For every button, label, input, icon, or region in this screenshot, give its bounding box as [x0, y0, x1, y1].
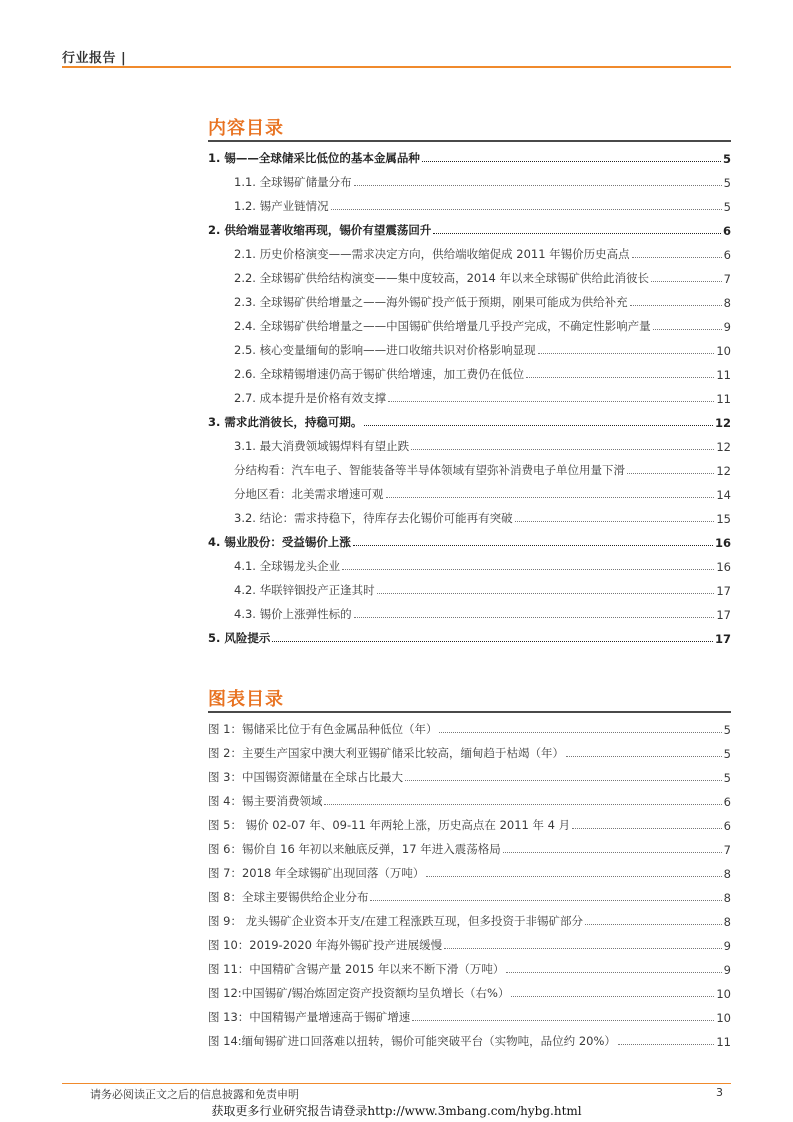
- toc-entry-text: 2. 供给端显著收缩再现，锡价有望震荡回升: [208, 223, 432, 237]
- dot-leader: [585, 923, 722, 925]
- toc-entry-page: 8: [723, 296, 731, 310]
- dot-leader: [433, 232, 721, 234]
- figure-entry-page: 8: [723, 915, 731, 929]
- figure-list: [208, 713, 731, 1049]
- toc-entry[interactable]: [208, 502, 731, 526]
- toc-entry-text: 3.2. 结论：需求持稳下，待库存去化锡价可能再有突破: [234, 511, 513, 525]
- toc-entry[interactable]: [208, 238, 731, 262]
- figure-entry[interactable]: [208, 1025, 731, 1049]
- toc-entry[interactable]: [208, 622, 731, 646]
- toc-title: 内容目录: [208, 118, 284, 139]
- dot-leader: [353, 544, 713, 546]
- toc-entry-text: 2.7. 成本提升是价格有效支撑: [234, 391, 387, 405]
- toc-entry[interactable]: [208, 310, 731, 334]
- toc-entry-text: 1. 锡——全球储采比低位的基本金属品种: [208, 151, 420, 165]
- dot-leader: [331, 208, 722, 210]
- toc-entry-page: 10: [716, 344, 731, 358]
- toc-entry-page: 7: [723, 272, 731, 286]
- dot-leader: [386, 496, 715, 498]
- dot-leader: [515, 520, 715, 522]
- dot-leader: [651, 280, 722, 282]
- toc-entry-text: 2.4. 全球锡矿供给增量之——中国锡矿供给增量几乎投产完成，不确定性影响产量: [234, 319, 651, 333]
- disclaimer-text: 请务必阅读正文之后的信息披露和免责申明: [90, 1088, 299, 1101]
- toc-entry-page: 11: [716, 392, 731, 406]
- toc-entry[interactable]: [208, 598, 731, 622]
- figure-entry[interactable]: [208, 905, 731, 929]
- dot-leader: [566, 755, 722, 757]
- toc-entry-text: 2.1. 历史价格演变——需求决定方向，供给端收缩促成 2011 年锡价历史高点: [234, 247, 630, 261]
- dot-leader: [526, 376, 714, 378]
- toc-entry[interactable]: [208, 286, 731, 310]
- dot-leader: [572, 827, 722, 829]
- figure-entry-text: 图 13：中国精锡产量增速高于锡矿增速: [208, 1010, 411, 1024]
- figure-entry[interactable]: [208, 785, 731, 809]
- figure-entry[interactable]: [208, 953, 731, 977]
- toc-entry[interactable]: [208, 334, 731, 358]
- toc-entry-text: 2.6. 全球精锡增速仍高于锡矿供给增速，加工费仍在低位: [234, 367, 525, 381]
- toc-entry[interactable]: [208, 478, 731, 502]
- figure-entry-text: 图 5： 锡价 02-07 年、09-11 年两轮上涨，历史高点在 2011 年 4 月: [208, 818, 571, 832]
- dot-leader: [370, 899, 721, 901]
- promo-link[interactable]: 获取更多行业研究报告请登录http://www.3mbang.com/hybg.html: [211, 1104, 582, 1118]
- toc-entry[interactable]: [208, 430, 731, 454]
- dot-leader: [364, 424, 713, 426]
- figure-entry-text: 图 8：全球主要锡供给企业分布: [208, 890, 369, 904]
- figure-entry-text: 图 12:中国锡矿/锡冶炼固定资产投资额均呈负增长（右%）: [208, 986, 510, 1000]
- toc-entry-text: 2.5. 核心变量缅甸的影响——进口收缩共识对价格影响显现: [234, 343, 536, 357]
- dot-leader: [503, 851, 722, 853]
- toc-entry-page: 5: [722, 152, 731, 166]
- figure-entry-page: 11: [716, 1035, 731, 1049]
- dot-leader: [422, 160, 721, 162]
- dot-leader: [405, 779, 722, 781]
- toc-entry-page: 9: [723, 320, 731, 334]
- toc-entry[interactable]: [208, 358, 731, 382]
- toc-entry-page: 17: [716, 584, 731, 598]
- figure-entry-page: 6: [723, 795, 731, 809]
- dot-leader: [377, 592, 715, 594]
- figures-title: 图表目录: [208, 689, 284, 710]
- toc-entry-text: 3. 需求此消彼长，持稳可期。: [208, 415, 363, 429]
- dot-leader: [511, 995, 714, 997]
- figure-entry[interactable]: [208, 857, 731, 881]
- toc-entry-page: 16: [714, 536, 731, 550]
- dot-leader: [342, 568, 714, 570]
- figure-entry-text: 图 14:缅甸锡矿进口回落难以扭转，锡价可能突破平台（实物吨，品位约 20%）: [208, 1034, 616, 1048]
- report-type-label: 行业报告 |: [62, 51, 127, 66]
- figure-entry-page: 5: [723, 747, 731, 761]
- toc-entry-text: 1.2. 锡产业链情况: [234, 199, 329, 213]
- toc-entry-page: 5: [723, 200, 731, 214]
- toc-entry[interactable]: [208, 190, 731, 214]
- figure-entry-text: 图 2：主要生产国家中澳大利亚锡矿储采比较高，缅甸趋于枯竭（年）: [208, 746, 564, 760]
- table-of-contents: [208, 142, 731, 646]
- dot-leader: [354, 184, 722, 186]
- toc-entry[interactable]: [208, 262, 731, 286]
- header-divider: [62, 66, 731, 68]
- figure-entry-page: 9: [723, 939, 731, 953]
- toc-entry[interactable]: [208, 406, 731, 430]
- toc-entry-text: 4.3. 锡价上涨弹性标的: [234, 607, 352, 621]
- figure-entry-text: 图 10：2019-2020 年海外锡矿投产进展缓慢: [208, 938, 443, 952]
- toc-entry[interactable]: [208, 526, 731, 550]
- toc-entry-page: 12: [716, 440, 731, 454]
- dot-leader: [653, 328, 722, 330]
- toc-entry-text: 1.1. 全球锡矿储量分布: [234, 175, 352, 189]
- figure-entry-text: 图 1：锡储采比位于有色金属品种低位（年）: [208, 722, 438, 736]
- toc-entry-text: 4.2. 华联锌铟投产正逢其时: [234, 583, 375, 597]
- toc-entry[interactable]: [208, 574, 731, 598]
- toc-entry-page: 12: [714, 416, 731, 430]
- toc-entry-page: 15: [716, 512, 731, 526]
- toc-entry-text: 2.2. 全球锡矿供给结构演变——集中度较高，2014 年以来全球锡矿供给此消彼长: [234, 271, 650, 285]
- figure-entry[interactable]: [208, 737, 731, 761]
- figure-entry-page: 8: [723, 867, 731, 881]
- figure-entry-page: 5: [723, 723, 731, 737]
- figure-entry-page: 6: [723, 819, 731, 833]
- figure-entry-text: 图 9： 龙头锡矿企业资本开支/在建工程涨跌互现，但多投资于非锡矿部分: [208, 914, 583, 928]
- toc-entry-page: 6: [723, 248, 731, 262]
- toc-entry[interactable]: [208, 142, 731, 166]
- dot-leader: [324, 803, 721, 805]
- figure-entry[interactable]: [208, 977, 731, 1001]
- toc-entry-page: 6: [722, 224, 731, 238]
- toc-entry-text: 分地区看：北美需求增速可观: [234, 487, 384, 501]
- dot-leader: [388, 400, 714, 402]
- footer-divider: [62, 1083, 731, 1084]
- dot-leader: [354, 616, 715, 618]
- toc-entry[interactable]: [208, 214, 731, 238]
- toc-entry-page: 12: [716, 464, 731, 478]
- page-number: 3: [716, 1086, 723, 1099]
- toc-entry-page: 5: [723, 176, 731, 190]
- toc-entry[interactable]: [208, 550, 731, 574]
- dot-leader: [632, 256, 722, 258]
- toc-entry-page: 17: [714, 632, 731, 646]
- dot-leader: [439, 731, 721, 733]
- toc-entry-page: 16: [716, 560, 731, 574]
- toc-entry[interactable]: [208, 166, 731, 190]
- figure-entry[interactable]: [208, 761, 731, 785]
- dot-leader: [426, 875, 721, 877]
- figure-entry-page: 10: [716, 1011, 731, 1025]
- toc-entry-text: 3.1. 最大消费领域锡焊料有望止跌: [234, 439, 410, 453]
- figure-entry[interactable]: [208, 713, 731, 737]
- dot-leader: [444, 947, 722, 949]
- toc-entry-text: 2.3. 全球锡矿供给增量之——海外锡矿投产低于预期，刚果可能成为供给补充: [234, 295, 628, 309]
- toc-entry[interactable]: [208, 454, 731, 478]
- figure-entry-text: 图 4：锡主要消费领域: [208, 794, 323, 808]
- toc-entry-page: 14: [716, 488, 731, 502]
- figure-entry-page: 5: [723, 771, 731, 785]
- toc-entry-text: 4.1. 全球锡龙头企业: [234, 559, 341, 573]
- figure-entry-text: 图 3：中国锡资源储量在全球占比最大: [208, 770, 403, 784]
- figure-entry-page: 7: [723, 843, 731, 857]
- figure-entry-page: 9: [723, 963, 731, 977]
- dot-leader: [272, 640, 713, 642]
- toc-entry-text: 4. 锡业股份：受益锡价上涨: [208, 535, 351, 549]
- dot-leader: [412, 1019, 714, 1021]
- figure-entry-page: 10: [716, 987, 731, 1001]
- figure-entry-text: 图 11：中国精矿含锡产量 2015 年以来不断下滑（万吨）: [208, 962, 505, 976]
- dot-leader: [618, 1043, 714, 1045]
- toc-entry-page: 11: [716, 368, 731, 382]
- dot-leader: [627, 472, 714, 474]
- toc-entry[interactable]: [208, 382, 731, 406]
- toc-entry-text: 分结构看：汽车电子、智能装备等半导体领域有望弥补消费电子单位用量下滑: [234, 463, 625, 477]
- figure-entry[interactable]: [208, 881, 731, 905]
- dot-leader: [411, 448, 714, 450]
- dot-leader: [538, 352, 715, 354]
- figure-entry[interactable]: [208, 929, 731, 953]
- figure-entry[interactable]: [208, 809, 731, 833]
- dot-leader: [630, 304, 722, 306]
- toc-entry-page: 17: [716, 608, 731, 622]
- figure-entry-page: 8: [723, 891, 731, 905]
- figure-entry[interactable]: [208, 1001, 731, 1025]
- figure-entry-text: 图 7：2018 年全球锡矿出现回落（万吨）: [208, 866, 425, 880]
- dot-leader: [506, 971, 721, 973]
- figure-entry-text: 图 6：锡价自 16 年初以来触底反弹，17 年进入震荡格局: [208, 842, 501, 856]
- toc-entry-text: 5. 风险提示: [208, 631, 271, 645]
- figure-entry[interactable]: [208, 833, 731, 857]
